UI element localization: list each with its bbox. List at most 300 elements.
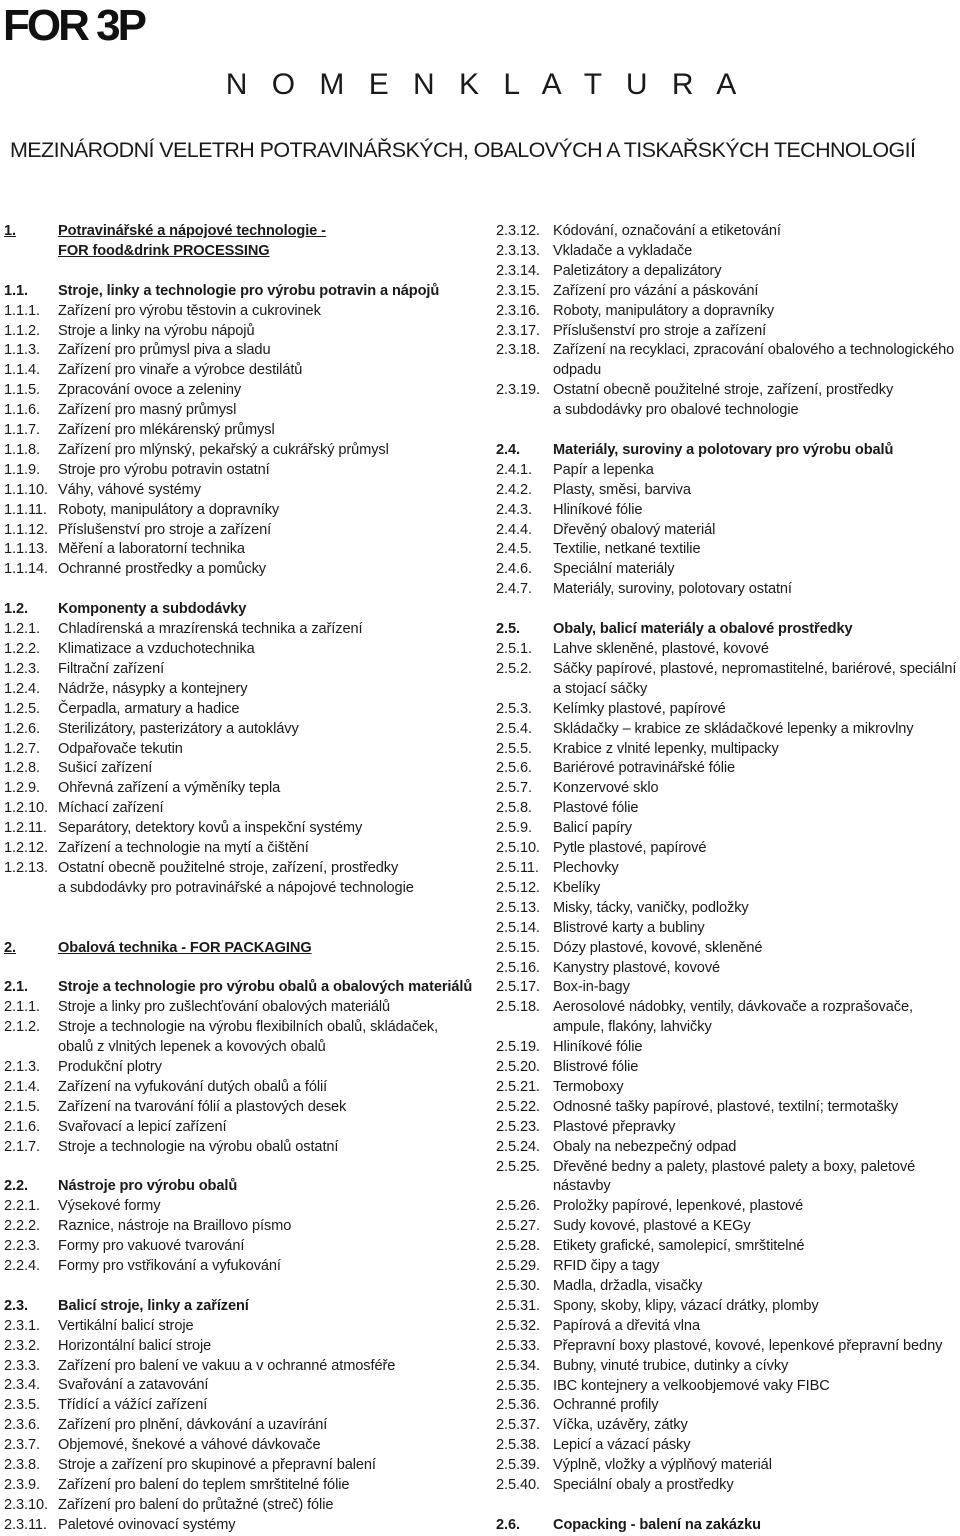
list-item [496, 720, 956, 740]
item-number: 2.4.7. [496, 581, 532, 598]
list-item [496, 660, 956, 680]
item-number: 2.5.15. [496, 939, 540, 956]
list-item [4, 620, 474, 640]
item-number: 1. [4, 223, 16, 239]
item-text: Vkladače a vykladače [553, 242, 693, 259]
item-number: 2.3.5. [4, 1397, 40, 1414]
list-item [496, 680, 956, 700]
list-item [4, 799, 474, 819]
item-number: 2.2.2. [4, 1218, 40, 1235]
item-number: 2.5.14. [496, 919, 540, 936]
item-number: 2.5. [496, 621, 520, 638]
item-text: Výplně, vložky a výplňový materiál [553, 1457, 772, 1474]
item-number: 1.1.6. [4, 402, 40, 419]
item-text: Zařízení pro vinaře a výrobce destilátů [58, 362, 303, 379]
item-number: 2.1.6. [4, 1118, 40, 1135]
list-item [4, 381, 474, 401]
item-number: 2.3.9. [4, 1476, 40, 1493]
item-text: Objemové, šnekové a váhové dávkovače [58, 1437, 321, 1454]
list-item [4, 421, 474, 441]
list-item [496, 919, 956, 939]
item-number: 2.5.2. [496, 660, 532, 677]
item-text: Komponenty a subdodávky [58, 601, 247, 618]
list-item [4, 1436, 474, 1456]
list-item [496, 959, 956, 979]
list-item [4, 759, 474, 779]
item-text: nástavby [553, 1178, 611, 1195]
list-item [496, 1277, 956, 1297]
item-number: 2.3.19. [496, 382, 540, 399]
item-text: Klimatizace a vzduchotechnika [58, 641, 255, 657]
list-item [496, 779, 956, 799]
item-text: Obalová technika - FOR PACKAGING [58, 939, 312, 956]
item-text: Termoboxy [553, 1078, 624, 1095]
item-text: Blistrové karty a bubliny [553, 919, 705, 936]
item-text: Obaly, balicí materiály a obalové prostředky [553, 621, 853, 638]
list-item [496, 819, 956, 839]
item-number: 2.3.12. [496, 223, 540, 239]
item-text: a subdodávky pro obalové technologie [553, 402, 799, 419]
section-heading [4, 282, 474, 302]
list-item [496, 978, 956, 998]
list-item [496, 381, 956, 401]
item-number: 2.3.13. [496, 242, 540, 259]
item-text: Potravinářské a nápojové technologie - [58, 223, 326, 239]
list-item [4, 1118, 474, 1138]
item-text: Papírová a dřevitá vlna [553, 1317, 700, 1334]
item-number: 2.5.33. [496, 1337, 540, 1354]
item-number: 1.2. [4, 601, 28, 618]
right-column [496, 222, 956, 1536]
list-item [4, 640, 474, 660]
list-item [4, 1456, 474, 1476]
item-text: Nástroje pro výrobu obalů [58, 1178, 238, 1195]
list-item [4, 700, 474, 720]
list-item [4, 540, 474, 560]
item-number: 2.3.6. [4, 1417, 40, 1434]
item-text: Paletové ovinovací systémy [58, 1516, 236, 1533]
spacer [4, 1277, 474, 1297]
list-item [496, 401, 956, 421]
item-text: Zařízení pro balení do teplem smrštitelné fólie [58, 1476, 350, 1493]
item-text: Příslušenství pro stroje a zařízení [553, 322, 767, 339]
item-text: Kelímky plastové, papírové [553, 700, 726, 717]
item-number: 2.5.27. [496, 1218, 540, 1235]
list-item [496, 939, 956, 959]
section-heading [496, 441, 956, 461]
item-number: 2.3.2. [4, 1337, 40, 1354]
item-text: Misky, tácky, vaničky, podložky [553, 899, 749, 916]
item-text: obalů z vlnitých lepenek a kovových obalů [58, 1039, 326, 1056]
item-number: 1.2.10. [4, 800, 48, 817]
item-text: Stroje, linky a technologie pro výrobu potravin a nápojů [58, 282, 440, 299]
list-item [496, 859, 956, 879]
item-number: 2.5.5. [496, 740, 532, 757]
item-number: 2.4.5. [496, 541, 532, 558]
item-number: 2.5.23. [496, 1118, 540, 1135]
list-item [496, 1436, 956, 1456]
item-text: a stojací sáčky [553, 680, 648, 697]
item-text: Sudy kovové, plastové a KEGy [553, 1218, 751, 1235]
item-number: 2.5.20. [496, 1059, 540, 1076]
list-item [4, 322, 474, 342]
list-item [496, 839, 956, 859]
section-heading [4, 222, 474, 242]
item-text: Ohřevná zařízení a výměníky tepla [58, 780, 281, 797]
item-text: Plastové fólie [553, 800, 639, 817]
item-number: 1.1.2. [4, 322, 40, 339]
list-item [4, 1197, 474, 1217]
item-number: 1.2.13. [4, 859, 48, 876]
item-text: Produkční plotry [58, 1058, 162, 1075]
list-item [496, 1098, 956, 1118]
item-number: 1.1.5. [4, 382, 40, 399]
list-item [496, 1297, 956, 1317]
item-text: FOR food&drink PROCESSING [58, 242, 270, 259]
list-item [496, 361, 956, 381]
list-item [4, 361, 474, 381]
list-item [4, 1416, 474, 1436]
item-number: 2.5.36. [496, 1397, 540, 1414]
item-text: Stroje a technologie na výrobu flexibilních obalů, skládaček, [58, 1019, 439, 1036]
list-item [496, 1416, 956, 1436]
list-item [496, 1396, 956, 1416]
item-number: 2.5.22. [496, 1098, 540, 1115]
list-item [4, 302, 474, 322]
list-item [496, 879, 956, 899]
item-text: Zařízení na recyklaci, zpracování obalového a technologického [553, 342, 955, 359]
item-text: Paletizátory a depalizátory [553, 262, 722, 279]
item-text: Etikety grafické, samolepicí, smrštitelné [553, 1238, 805, 1255]
item-text: Zařízení pro masný průmysl [58, 402, 237, 419]
item-text: Sáčky papírové, plastové, nepromastitelné, bariérové, speciální [553, 660, 957, 677]
item-number: 1.1.12. [4, 521, 48, 538]
list-item [496, 1476, 956, 1496]
list-item [4, 680, 474, 700]
item-number: 2.5.4. [496, 720, 532, 737]
item-number: 1.2.6. [4, 720, 40, 737]
list-item [496, 998, 956, 1018]
item-text: Vertikální balicí stroje [58, 1317, 194, 1334]
item-text: Zařízení pro průmysl piva a sladu [58, 342, 271, 359]
item-text: Měření a laboratorní technika [58, 541, 245, 558]
item-text: Ochranné profily [553, 1397, 659, 1414]
list-item [4, 1078, 474, 1098]
list-item [4, 1237, 474, 1257]
item-number: 2.2. [4, 1178, 28, 1195]
list-item [496, 1317, 956, 1337]
item-text: Dřevěný obalový materiál [553, 521, 716, 538]
item-number: 2.5.13. [496, 899, 540, 916]
list-item [496, 1217, 956, 1237]
item-number: 2.5.17. [496, 979, 540, 996]
page-title: N O M E N K L A T U R A [225, 68, 745, 101]
list-item [496, 1197, 956, 1217]
list-item [496, 1456, 956, 1476]
item-text: Zařízení pro balení do průtažné (streč) fólie [58, 1496, 334, 1513]
item-number: 2.5.29. [496, 1258, 540, 1275]
item-number: 2.5.32. [496, 1317, 540, 1334]
list-item [4, 1018, 474, 1038]
item-text: Dřevěné bedny a palety, plastové palety a boxy, paletové [553, 1158, 916, 1175]
list-item [4, 1357, 474, 1377]
item-text: Spony, skoby, klipy, vázací drátky, plomby [553, 1297, 819, 1314]
item-text: Aerosolové nádobky, ventily, dávkovače a rozprašovače, [553, 999, 913, 1016]
item-text: Víčka, uzávěry, zátky [553, 1417, 688, 1434]
item-number: 2.3.3. [4, 1357, 40, 1374]
section-heading [496, 1516, 956, 1536]
item-text: RFID čipy a tagy [553, 1258, 660, 1275]
item-text: Speciální materiály [553, 561, 675, 578]
item-number: 2.5.21. [496, 1078, 540, 1095]
list-item [496, 461, 956, 481]
item-text: Kódování, označování a etiketování [553, 223, 781, 239]
item-number: 2.5.26. [496, 1198, 540, 1215]
list-item [496, 560, 956, 580]
item-text: a subdodávky pro potravinářské a nápojové technologie [58, 879, 414, 896]
item-number: 1.1.10. [4, 481, 48, 498]
item-text: Pytle plastové, papírové [553, 840, 707, 857]
item-number: 1.2.8. [4, 760, 40, 777]
item-text: Příslušenství pro stroje a zařízení [58, 521, 272, 538]
list-item [4, 1376, 474, 1396]
item-text: Materiály, suroviny a polotovary pro výrobu obalů [553, 441, 894, 458]
item-number: 1.1.14. [4, 561, 48, 578]
list-item [496, 341, 956, 361]
list-item [496, 799, 956, 819]
list-item [4, 1098, 474, 1118]
list-item [4, 660, 474, 680]
list-item [4, 1476, 474, 1496]
item-text: Zařízení pro výrobu těstovin a cukrovinek [58, 302, 321, 319]
list-item [4, 1058, 474, 1078]
item-text: Hliníkové fólie [553, 501, 643, 518]
item-number: 2.1.2. [4, 1019, 40, 1036]
item-text: Nádrže, násypky a kontejnery [58, 680, 248, 697]
item-number: 2.5.35. [496, 1377, 540, 1394]
list-item [496, 481, 956, 501]
item-text: Plastové přepravky [553, 1118, 676, 1135]
item-text: ampule, flakóny, lahvičky [553, 1019, 712, 1036]
list-item [4, 560, 474, 580]
item-number: 2.3.15. [496, 282, 540, 299]
item-number: 1.2.11. [4, 820, 47, 837]
item-text: Copacking - balení na zakázku [553, 1516, 761, 1533]
item-number: 2.3.11. [4, 1516, 47, 1533]
item-number: 2.1. [4, 979, 28, 996]
item-number: 1.1.3. [4, 342, 40, 359]
item-number: 2.3.4. [4, 1377, 40, 1394]
page-subtitle: MEZINÁRODNÍ VELETRH POTRAVINÁŘSKÝCH, OBALOVÝCH A TISKAŘSKÝCH TECHNOLOGIÍ [10, 138, 916, 162]
item-text: Papír a lepenka [553, 461, 654, 478]
item-text: Ostatní obecně použitelné stroje, zařízení, prostředky [58, 859, 399, 876]
list-item [4, 1337, 474, 1357]
item-number: 1.1.1. [4, 302, 40, 319]
item-number: 2.4.1. [496, 461, 532, 478]
item-number: 2.5.38. [496, 1437, 540, 1454]
list-item [496, 302, 956, 322]
item-number: 2.3.10. [4, 1496, 48, 1513]
item-text: Konzervové sklo [553, 780, 659, 797]
list-item [496, 1377, 956, 1397]
list-item [4, 1138, 474, 1158]
section-heading [4, 1297, 474, 1317]
item-number: 2.1.4. [4, 1078, 40, 1095]
section-heading [4, 1177, 474, 1197]
item-text: Čerpadla, armatury a hadice [58, 700, 240, 717]
item-number: 2.1.5. [4, 1098, 40, 1115]
left-column [4, 222, 474, 1536]
spacer [4, 899, 474, 919]
spacer [496, 421, 956, 441]
item-number: 1.1.4. [4, 362, 40, 379]
item-text: Kbelíky [553, 879, 601, 896]
item-text: Filtrační zařízení [58, 660, 165, 677]
item-text: Horizontální balicí stroje [58, 1337, 212, 1354]
item-number: 2.3.17. [496, 322, 540, 339]
item-text: Speciální obaly a prostředky [553, 1477, 734, 1494]
item-number: 2.5.8. [496, 800, 532, 817]
item-text: Stroje a linky na výrobu nápojů [58, 322, 255, 339]
item-number: 1.1.8. [4, 441, 40, 458]
item-number: 1.2.1. [4, 621, 40, 638]
item-text: Sušicí zařízení [58, 760, 153, 777]
item-number: 2.5.11. [496, 859, 539, 876]
item-number: 2.5.7. [496, 780, 532, 797]
item-text: Zařízení pro balení ve vakuu a v ochranné atmosféře [58, 1357, 396, 1374]
item-text: Roboty, manipulátory a dopravníky [553, 302, 775, 319]
item-text: Bubny, vinuté trubice, dutinky a cívky [553, 1357, 789, 1374]
item-number: 2.5.10. [496, 840, 540, 857]
item-text: Zařízení pro mlýnský, pekařský a cukrářský průmysl [58, 441, 389, 458]
item-text: Zařízení pro plnění, dávkování a uzavírání [58, 1417, 328, 1434]
item-number: 2.5.9. [496, 820, 532, 837]
list-item [496, 1118, 956, 1138]
list-item [496, 222, 956, 242]
list-item [4, 341, 474, 361]
item-text: Kanystry plastové, kovové [553, 959, 721, 976]
item-text: Ostatní obecně použitelné stroje, zařízení, prostředky [553, 382, 894, 399]
item-text: Stroje pro výrobu potravin ostatní [58, 461, 270, 478]
item-number: 2.5.6. [496, 760, 532, 777]
item-text: Formy pro vstřikování a vyfukování [58, 1258, 281, 1275]
item-number: 1.1.7. [4, 422, 40, 439]
list-item [496, 899, 956, 919]
list-item [496, 1078, 956, 1098]
item-number: 2.5.34. [496, 1357, 540, 1374]
item-text: Plechovky [553, 859, 619, 876]
item-text: Roboty, manipulátory a dopravníky [58, 501, 280, 518]
item-number: 2.1.1. [4, 999, 40, 1016]
section-heading [4, 600, 474, 620]
item-number: 2.3.1. [4, 1317, 40, 1334]
list-item [4, 1396, 474, 1416]
list-item [496, 1337, 956, 1357]
list-item [4, 859, 474, 879]
item-number: 2.5.3. [496, 700, 532, 717]
item-number: 1.1.11. [4, 501, 47, 518]
item-text: Proložky papírové, lepenkové, plastové [553, 1198, 804, 1215]
item-text: Dózy plastové, kovové, skleněné [553, 939, 763, 956]
list-item [4, 1038, 474, 1058]
list-item [496, 1018, 956, 1038]
item-text: Zařízení pro mlékárenský průmysl [58, 422, 275, 439]
list-item [4, 1257, 474, 1277]
list-item [496, 1158, 956, 1178]
spacer [4, 958, 474, 978]
spacer [4, 1158, 474, 1178]
list-item [4, 521, 474, 541]
list-item [4, 461, 474, 481]
item-text: Bariérové potravinářské fólie [553, 760, 736, 777]
list-item [4, 740, 474, 760]
item-number: 2.3.14. [496, 262, 540, 279]
item-text: odpadu [553, 362, 602, 379]
item-text: Stroje a technologie pro výrobu obalů a obalových materiálů [58, 979, 473, 996]
item-number: 2.3.8. [4, 1457, 40, 1474]
item-number: 1.1.9. [4, 461, 40, 478]
list-item [496, 759, 956, 779]
item-number: 2.3.18. [496, 342, 540, 359]
item-text: Raznice, nástroje na Braillovo písmo [58, 1218, 292, 1235]
item-number: 2.2.3. [4, 1238, 40, 1255]
item-text: Stroje a zařízení pro skupinové a přepravní balení [58, 1457, 376, 1474]
item-number: 2.5.25. [496, 1158, 540, 1175]
item-number: 1.2.5. [4, 700, 40, 717]
item-number: 2.5.1. [496, 641, 532, 657]
section-heading [4, 242, 474, 262]
list-item [496, 282, 956, 302]
item-text: Stroje a technologie na výrobu obalů ostatní [58, 1138, 339, 1155]
item-number: 2.4.4. [496, 521, 532, 538]
list-item [4, 720, 474, 740]
item-number: 2.4.6. [496, 561, 532, 578]
list-item [496, 740, 956, 760]
spacer [4, 262, 474, 282]
item-text: Sterilizátory, pasterizátory a autoklávy [58, 720, 299, 737]
item-text: Textilie, netkané textilie [553, 541, 701, 558]
list-item [4, 1217, 474, 1237]
item-number: 1.1.13. [4, 541, 48, 558]
item-number: 2.5.12. [496, 879, 540, 896]
item-number: 1.2.2. [4, 641, 40, 657]
item-number: 1.2.12. [4, 840, 48, 857]
list-item [4, 879, 474, 899]
item-number: 2.1.7. [4, 1138, 40, 1155]
item-text: Skládačky – krabice ze skládačkové lepenky a mikrovlny [553, 720, 914, 737]
list-item [4, 779, 474, 799]
section-heading [4, 978, 474, 998]
item-text: Váhy, váhové systémy [58, 481, 201, 498]
item-number: 2.5.16. [496, 959, 540, 976]
list-item [4, 441, 474, 461]
section-heading [496, 620, 956, 640]
list-item [496, 1177, 956, 1197]
list-item [496, 1357, 956, 1377]
item-number: 2.2.1. [4, 1198, 40, 1215]
item-text: Materiály, suroviny, polotovary ostatní [553, 581, 792, 598]
item-text: Obaly na nebezpečný odpad [553, 1138, 737, 1155]
item-text: Ochranné prostředky a pomůcky [58, 561, 266, 578]
item-text: Zařízení pro vázání a páskování [553, 282, 759, 299]
item-text: IBC kontejnery a velkoobjemové vaky FIBC [553, 1377, 830, 1394]
item-text: Formy pro vakuové tvarování [58, 1238, 245, 1255]
item-text: Krabice z vlnité lepenky, multipacky [553, 740, 779, 757]
item-number: 2.5.37. [496, 1417, 540, 1434]
item-text: Separátory, detektory kovů a inspekční systémy [58, 820, 363, 837]
item-text: Lahve skleněné, plastové, kovové [553, 641, 769, 657]
item-text: Třídící a vážící zařízení [58, 1397, 208, 1414]
